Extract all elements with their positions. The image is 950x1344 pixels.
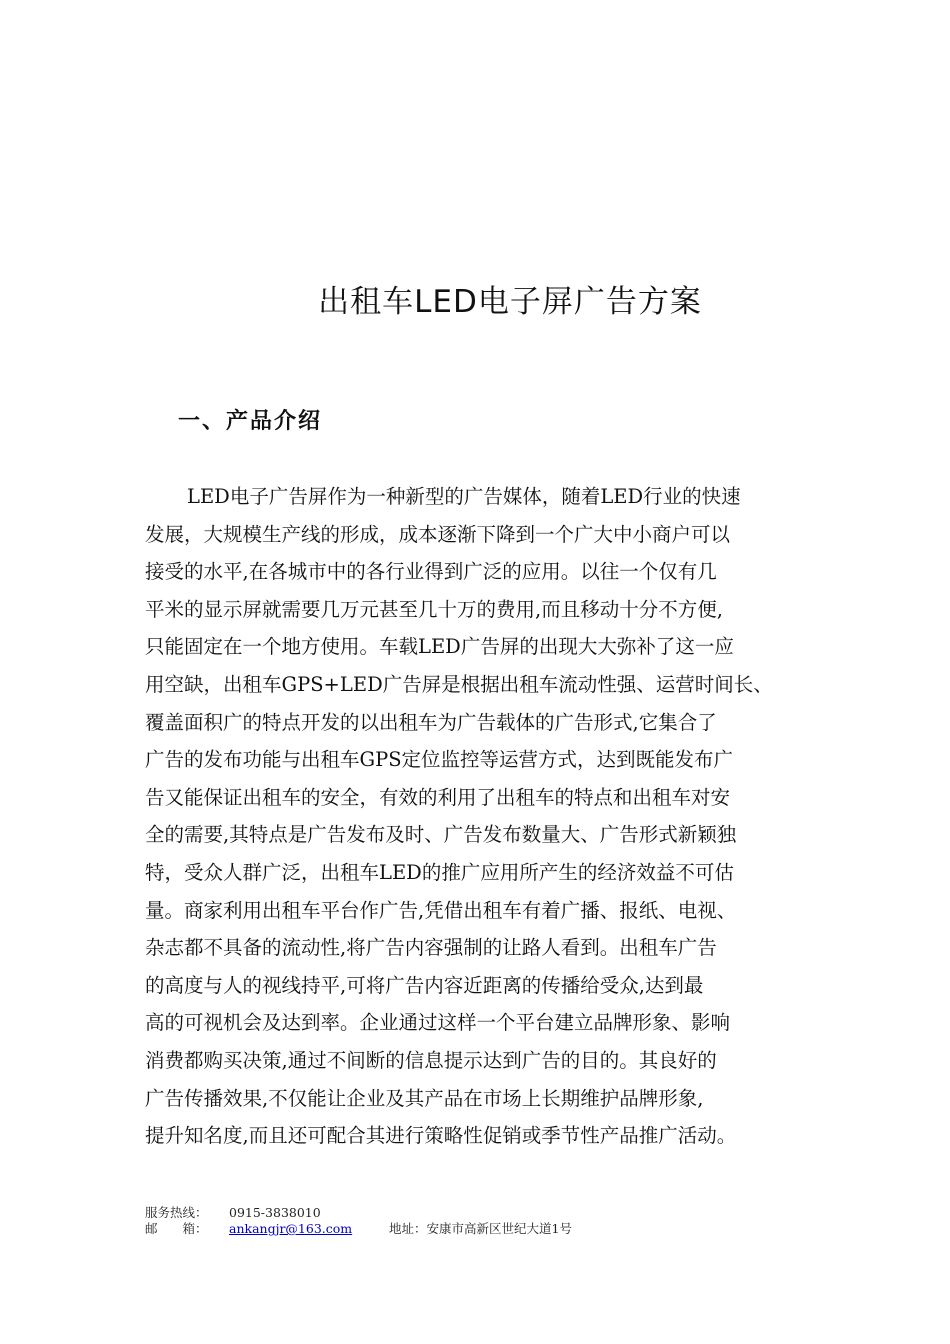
paragraph-line: 平米的显示屏就需要几万元甚至几十万的费用,而且移动十分不方便, [145, 597, 723, 621]
footer-hotline-row [145, 1205, 572, 1221]
paragraph-line: 用空缺，出租车GPS+LED广告屏是根据出租车流动性强、运营时间长、 [145, 672, 773, 696]
body-paragraph [145, 478, 815, 1155]
hotline-number: 0915-3838010 [229, 1205, 321, 1220]
address-text: 地址：安康市高新区世纪大道1号 [389, 1221, 572, 1236]
document-title: 出租车LED电子屏广告方案 [318, 284, 702, 320]
paragraph-line: 提升知名度,而且还可配合其进行策略性促销或季节性产品推广活动。 [145, 1124, 737, 1148]
paragraph-line: 覆盖面积广的特点开发的以出租车为广告载体的广告形式,它集合了 [145, 710, 717, 734]
paragraph-line: 高的可视机会及达到率。企业通过这样一个平台建立品牌形象、影响 [145, 1011, 731, 1035]
paragraph-line: 只能固定在一个地方使用。车载LED广告屏的出现大大弥补了这一应 [145, 635, 734, 659]
email-label: 邮 箱： [145, 1221, 208, 1236]
paragraph-line: 接受的水平,在各城市中的各行业得到广泛的应用。以往一个仅有几 [145, 560, 717, 584]
section-heading: 一、产品介绍 [178, 409, 323, 434]
paragraph-line: 广告的发布功能与出租车GPS定位监控等运营方式，达到既能发布广 [145, 748, 734, 772]
paragraph-line: 的高度与人的视线持平,可将广告内容近距离的传播给受众,达到最 [145, 973, 704, 997]
paragraph-line: 特，受众人群广泛，出租车LED的推广应用所产生的经济效益不可估 [145, 860, 734, 884]
paragraph-line: 量。商家利用出租车平台作广告,凭借出租车有着广播、报纸、电视、 [145, 898, 737, 922]
page-footer [145, 1205, 572, 1237]
hotline-label: 服务热线： [145, 1205, 208, 1220]
paragraph-line: 告又能保证出租车的安全，有效的利用了出租车的特点和出租车对安 [145, 785, 731, 809]
paragraph-line: 消费都购买决策,通过不间断的信息提示达到广告的目的。其良好的 [145, 1048, 717, 1072]
paragraph-line: LED电子广告屏作为一种新型的广告媒体，随着LED行业的快速 [187, 485, 741, 508]
paragraph-line: 全的需要,其特点是广告发布及时、广告发布数量大、广告形式新颖独 [145, 823, 737, 847]
paragraph-line: 发展，大规模生产线的形成，成本逐渐下降到一个广大中小商户可以 [145, 522, 731, 546]
paragraph-line: 杂志都不具备的流动性,将广告内容强制的让路人看到。出租车广告 [145, 936, 717, 960]
email-link[interactable]: ankangjr@163.com [229, 1221, 353, 1236]
footer-contact-row [145, 1221, 572, 1237]
paragraph-line: 广告传播效果,不仅能让企业及其产品在市场上长期维护品牌形象, [145, 1086, 704, 1110]
